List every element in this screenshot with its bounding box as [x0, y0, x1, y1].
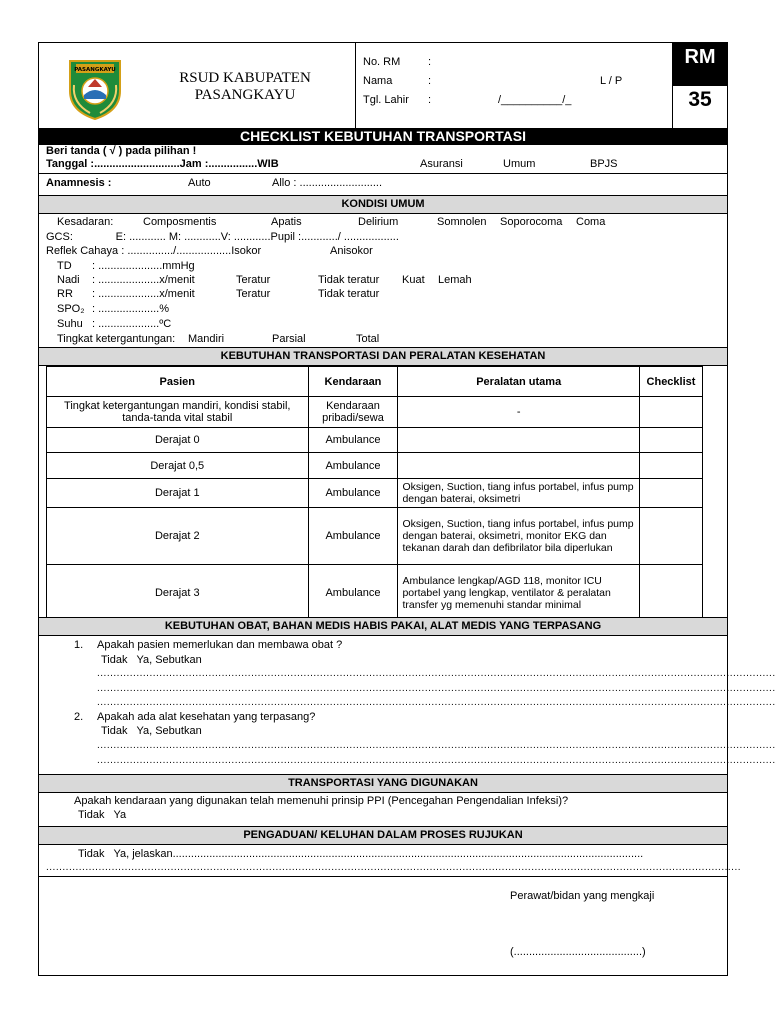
- umum-option: Umum: [503, 158, 536, 170]
- nadi-label: Nadi: [57, 274, 80, 286]
- pengaduan-heading: [39, 826, 727, 845]
- pasien-cell: Derajat 0,5: [47, 453, 309, 479]
- no-rm-label: No. RM: [363, 56, 401, 68]
- kondisi-umum-heading-text: KONDISI UMUM: [341, 198, 425, 210]
- ppi-question: Apakah kendaraan yang digunakan telah memenuhi prinsip PPI (Pencegahan Pengendalian Infeksi)?: [74, 795, 569, 807]
- hospital-name: [140, 70, 350, 104]
- tgl-lahir-colon: :: [428, 94, 432, 106]
- tgl-lahir-label: Tgl. Lahir: [363, 94, 409, 106]
- form-title-text: CHECKLIST KEBUTUHAN TRANSPORTASI: [240, 128, 526, 144]
- checklist-cell[interactable]: [639, 428, 702, 453]
- no-rm-colon: :: [428, 56, 432, 68]
- peralatan-cell: -: [398, 397, 640, 428]
- q2-answer-line-2[interactable]: ...............................................................................................................................................................................................................: [97, 755, 776, 766]
- nadi-value: : ....................x/menit: [92, 274, 195, 286]
- kendaraan-cell: Ambulance: [308, 479, 398, 508]
- table-row: [47, 565, 703, 622]
- refleks-cahaya: Reflek Cahaya : .............../..................Isokor: [46, 245, 262, 257]
- ketergantungan-parsial: Parsial: [272, 333, 306, 345]
- kesadaran-delirium: Delirium: [358, 216, 399, 228]
- kendaraan-cell: Ambulance: [308, 428, 398, 453]
- pasien-cell: Derajat 2: [47, 508, 309, 565]
- suhu-label: Suhu: [57, 318, 83, 330]
- transport-heading-text: KEBUTUHAN TRANSPORTASI DAN PERALATAN KESEHATAN: [220, 350, 546, 362]
- bpjs-option: BPJS: [590, 158, 618, 170]
- hospital-name-line1: RSUD KABUPATEN: [179, 70, 311, 86]
- nadi-teratur: Teratur: [236, 274, 271, 286]
- logo-banner-text: PASANGKAYU: [74, 67, 116, 73]
- pasien-cell: Derajat 3: [47, 565, 309, 622]
- nadi-kuat: Kuat: [402, 274, 425, 286]
- td-value: : .....................mmHg: [92, 260, 195, 272]
- nama-colon: :: [428, 75, 432, 87]
- transport-table: [46, 366, 703, 622]
- nama-label: Nama: [363, 75, 393, 87]
- kendaraan-cell: Kendaraan pribadi/sewa: [308, 397, 398, 428]
- ketergantungan-total: Total: [356, 333, 380, 345]
- rr-label: RR: [57, 288, 73, 300]
- form-title: [39, 128, 727, 145]
- suhu-value: : ....................ºC: [92, 318, 172, 330]
- kendaraan-cell: Ambulance: [308, 453, 398, 479]
- peralatan-cell: Oksigen, Suction, tiang infus portabel, infus pump dengan baterai, oksimetri, monitor EKG dan tekanan darah dan defibrilator bila diperlukan: [398, 508, 640, 565]
- table-row: [47, 508, 703, 565]
- kesadaran-apatis: Apatis: [271, 216, 302, 228]
- kesadaran-soporocoma: Soporocoma: [500, 216, 563, 228]
- anamnesis-label: Anamnesis :: [46, 177, 112, 189]
- form-number: 35: [688, 88, 712, 111]
- tgl-lahir-field: /__________/_: [498, 94, 572, 106]
- signature-field[interactable]: (..........................................): [510, 946, 646, 958]
- ppi-options: Tidak Ya: [78, 809, 127, 821]
- q1-number: 1.: [74, 639, 84, 651]
- checklist-cell[interactable]: [639, 508, 702, 565]
- kesadaran-label: Kesadaran:: [57, 216, 114, 228]
- kesadaran-somnolen: Somnolen: [437, 216, 487, 228]
- form-code-box: [672, 42, 728, 86]
- checklist-cell[interactable]: [639, 565, 702, 622]
- table-row: [47, 428, 703, 453]
- hospital-logo: [62, 55, 128, 121]
- q1-answer-line-2[interactable]: ...............................................................................................................................................................................................................: [97, 683, 776, 694]
- peralatan-cell: Ambulance lengkap/AGD 118, monitor ICU portabel yang lengkap, ventilator & peralatan transfer yg memenuhi standar minimal: [398, 565, 640, 622]
- anisokor-option: Anisokor: [330, 245, 373, 257]
- obat-heading: [39, 617, 727, 636]
- pasien-cell: Derajat 0: [47, 428, 309, 453]
- kesadaran-composmentis: Composmentis: [143, 216, 217, 228]
- col-peralatan: Peralatan utama: [398, 367, 640, 397]
- pengaduan-line-1[interactable]: Tidak Ya, jelaskan..........................................................................................................................................................: [78, 848, 644, 860]
- table-row: [47, 453, 703, 479]
- nadi-tidak-teratur: Tidak teratur: [318, 274, 380, 286]
- col-kendaraan: Kendaraan: [308, 367, 398, 397]
- tanggal-field: Tanggal :............................Jam :................WIB: [46, 158, 279, 170]
- checklist-cell[interactable]: [639, 453, 702, 479]
- transportasi-heading-text: TRANSPORTASI YANG DIGUNAKAN: [288, 777, 478, 789]
- spo2-label: SPO₂: [57, 303, 85, 315]
- anamnesis-auto: Auto: [188, 177, 211, 189]
- transport-heading: [39, 347, 727, 366]
- signature-label: Perawat/bidan yang mengkaji: [510, 890, 655, 902]
- hospital-name-line2: PASANGKAYU: [194, 87, 296, 103]
- kendaraan-cell: Ambulance: [308, 565, 398, 622]
- peralatan-cell: Oksigen, Suction, tiang infus portabel, infus pump dengan baterai, oksimetri: [398, 479, 640, 508]
- pengaduan-heading-text: PENGADUAN/ KELUHAN DALAM PROSES RUJUKAN: [243, 829, 523, 841]
- kendaraan-cell: Ambulance: [308, 508, 398, 565]
- rr-teratur: Teratur: [236, 288, 271, 300]
- peralatan-cell: [398, 428, 640, 453]
- pengaduan-line-2[interactable]: ....................................................................................................................................................................................................................: [46, 862, 742, 873]
- gcs-field: GCS: E: ............ M: ............V: ............Pupil :............/ ..................: [46, 231, 399, 243]
- kesadaran-coma: Coma: [576, 216, 606, 228]
- rr-value: : ....................x/menit: [92, 288, 195, 300]
- q1-answer-line-1[interactable]: ...............................................................................................................................................................................................................: [97, 668, 776, 679]
- q1-options: Tidak Ya, Sebutkan: [101, 654, 202, 666]
- table-header-row: [47, 367, 703, 397]
- ketergantungan-label: Tingkat ketergantungan:: [57, 333, 176, 345]
- td-label: TD: [57, 260, 72, 272]
- checklist-cell[interactable]: [639, 397, 702, 428]
- peralatan-cell: [398, 453, 640, 479]
- q1-text: Apakah pasien memerlukan dan membawa obat ?: [97, 639, 343, 651]
- q1-answer-line-3[interactable]: ...............................................................................................................................................................................................................: [97, 697, 776, 708]
- q2-text: Apakah ada alat kesehatan yang terpasang?: [97, 711, 316, 723]
- col-pasien: Pasien: [47, 367, 309, 397]
- anamnesis-allo: Allo : ...........................: [272, 177, 383, 189]
- transportasi-heading: [39, 774, 727, 793]
- asuransi-label: Asuransi: [420, 158, 463, 170]
- table-row: [47, 479, 703, 508]
- pasien-cell: Tingkat ketergantungan mandiri, kondisi stabil, tanda-tanda vital stabil: [47, 397, 309, 428]
- checklist-cell[interactable]: [639, 479, 702, 508]
- q2-answer-line-1[interactable]: ...............................................................................................................................................................................................................: [97, 740, 776, 751]
- lp-label: L / P: [600, 75, 623, 87]
- spo2-value: : ....................%: [92, 303, 170, 315]
- table-row: [47, 397, 703, 428]
- rr-tidak-teratur: Tidak teratur: [318, 288, 380, 300]
- form-code: RM: [684, 46, 716, 68]
- q2-options: Tidak Ya, Sebutkan: [101, 725, 202, 737]
- ketergantungan-mandiri: Mandiri: [188, 333, 225, 345]
- nadi-lemah: Lemah: [438, 274, 472, 286]
- q2-number: 2.: [74, 711, 84, 723]
- beri-tanda: Beri tanda ( √ ) pada pilihan !: [46, 145, 197, 157]
- col-checklist: Checklist: [639, 367, 702, 397]
- obat-heading-text: KEBUTUHAN OBAT, BAHAN MEDIS HABIS PAKAI, ALAT MEDIS YANG TERPASANG: [164, 620, 602, 632]
- kondisi-umum-heading: [39, 195, 727, 214]
- pasien-cell: Derajat 1: [47, 479, 309, 508]
